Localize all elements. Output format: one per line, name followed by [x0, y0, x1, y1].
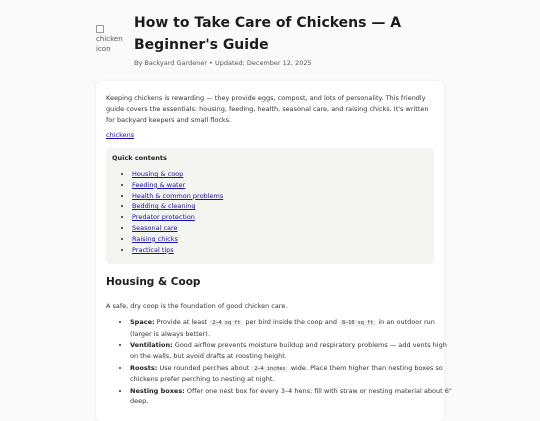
toc-item: [132, 245, 223, 256]
toc-link-bedding[interactable]: Bedding & cleaning: [132, 202, 196, 211]
article-header: [0, 0, 540, 76]
inline-code: 2–4 inches: [251, 366, 288, 372]
toc-item: [132, 180, 223, 191]
quick-contents-title: Quick contents: [112, 154, 167, 162]
toc-item: [132, 191, 223, 202]
toc-item: [132, 169, 223, 180]
bullet-label: Roosts:: [130, 363, 158, 372]
inline-code: 2–4 sq ft: [209, 320, 243, 326]
toc-link-health[interactable]: Health & common problems: [132, 191, 224, 200]
broken-image-icon: [96, 25, 104, 33]
toc-link-housing[interactable]: Housing & coop: [132, 170, 184, 178]
intro-paragraph: Keeping chickens is rewarding — they provide eggs, compost, and lots of personality. This friendly guide covers the essentials: housing, feeding, health, seasonal care, and raising chicks. It's written for backyard keepers and small flocks.: [106, 94, 429, 124]
toc-link-seasonal[interactable]: Seasonal care: [132, 223, 178, 232]
bullet-text: Use rounded perches about: [159, 363, 250, 372]
article-card: [96, 81, 452, 421]
toc-link-predator[interactable]: Predator protection: [132, 213, 195, 222]
toc-item: [132, 201, 223, 212]
bullet-label: Ventilation:: [130, 341, 173, 350]
toc-link-tips[interactable]: Practical tips: [132, 245, 174, 254]
section-lead: A safe, dry coop is the foundation of good chicken care.: [106, 302, 288, 310]
bullet-text: wide. Place them higher than nesting boxes so chickens prefer perching to nesting at night.: [130, 363, 443, 384]
bullet-space: [130, 317, 456, 339]
bullet-roosts: [130, 363, 456, 385]
inline-code: 8–10 sq ft: [339, 320, 376, 326]
chicken-icon-alt: chicken icon: [96, 35, 123, 53]
bullet-text: Offer one nest box for every 3–4 hens; fill with straw or nesting material about 6" deep.: [130, 386, 452, 406]
bullet-nesting-boxes: [130, 386, 456, 407]
quick-contents: [106, 148, 434, 264]
toc-item: [132, 212, 223, 223]
page-title: How to Take Care of Chickens — A Beginner's Guide: [134, 15, 402, 53]
bullet-label: Nesting boxes:: [130, 386, 185, 395]
bullet-label: Space:: [130, 318, 155, 326]
section-heading-housing: Housing & Coop: [106, 276, 201, 288]
toc-link-feeding[interactable]: Feeding & water: [132, 180, 186, 189]
bullet-text: in an outdoor run (larger is always better).: [130, 318, 435, 338]
toc-link-chicks[interactable]: Raising chicks: [132, 234, 178, 243]
byline: By Backyard Gardener • Updated: December 12, 2025: [134, 59, 312, 67]
toc-item: [132, 234, 223, 245]
bullet-text: Good airflow prevents moisture buildup and respiratory problems — add vents high on the walls, but avoid drafts at roosting height.: [130, 341, 447, 360]
bullet-ventilation: [130, 340, 456, 361]
bullet-text: per bird inside the coop and: [245, 318, 337, 326]
toc-list: [114, 169, 223, 255]
chicken-icon: [96, 24, 130, 54]
toc-item: [132, 223, 223, 234]
chickens-tag-link[interactable]: chickens: [106, 131, 135, 139]
bullet-text: Provide at least: [156, 318, 208, 326]
housing-bullet-list: [106, 317, 456, 408]
